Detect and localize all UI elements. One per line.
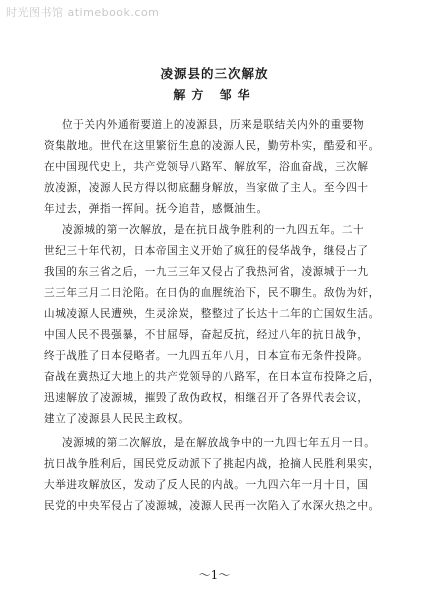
text-line: 终于战胜了日本侵略者。一九四五年八月，日本宣布无条件投降。: [44, 350, 369, 362]
text-line: 抗日战争胜利后，国民党反动派下了挑起内战，抢摘人民胜利果实，: [44, 458, 380, 470]
text-line: 山城凌源人民遭殃，生灵涂炭，整整过了长达十二年的亡国奴生活。: [44, 308, 380, 320]
text-line: 年过去，弹指一挥间。抚今追昔，感慨油生。: [44, 203, 268, 215]
text-line: 世纪三十年代初，日本帝国主义开始了疯狂的侵华战争，继侵占了: [44, 245, 369, 257]
text-line: 凌源城的第二次解放，是在解放战争中的一九四七年五月一日。: [62, 437, 376, 449]
text-line: 大举进攻解放区，发动了反人民的内战。一九四六年一月十日，国: [44, 479, 369, 491]
text-line: 奋战在冀热辽大地上的共产党领导的八路军，在日本宣布投降之后，: [44, 371, 380, 383]
text-line: 民党的中央军侵占了凌源城，凌源人民再一次陷入了水深火热之中。: [44, 500, 380, 512]
text-line: 放凌源，凌源人民方得以彻底翻身解放，当家做了主人。至今四十: [44, 182, 369, 194]
text-line: 我国的东三省之后，一九三三年又侵占了我热河省，凌源城于一九: [44, 266, 369, 278]
document-author: 解方 邹华: [173, 88, 256, 102]
text-line: 位于关内外通衔要道上的凌源县，历来是联结关内外的重要物: [62, 119, 365, 131]
watermark-text: 时光图书馆 atimebook.com: [6, 6, 160, 19]
text-line: 凌源城的第一次解放，是在抗日战争胜利的一九四五年。二十: [62, 224, 365, 236]
text-line: 三三年三月二日沦陷。在日伪的血腥统治下，民不聊生。敌伪为奸，: [44, 287, 380, 299]
text-line: 建立了凌源县人民民主政权。: [44, 413, 190, 425]
text-line: 资集散地。世代在这里繁衍生息的凌源人民，勤劳朴实，酷爱和平。: [44, 140, 380, 152]
document-title: 凌源县的三次解放: [160, 66, 269, 81]
text-line: 迅速解放了凌源城，摧毁了敌伪政权，相继召开了各界代表会议，: [44, 392, 369, 404]
text-line: 中国人民不畏强暴，不甘屈辱，奋起反抗，经过八年的抗日战争，: [44, 329, 369, 341]
page-number: ～1～: [198, 568, 231, 582]
text-line: 在中国现代史上，共产党领导八路军、解放军，浴血奋战，三次解: [44, 161, 369, 173]
